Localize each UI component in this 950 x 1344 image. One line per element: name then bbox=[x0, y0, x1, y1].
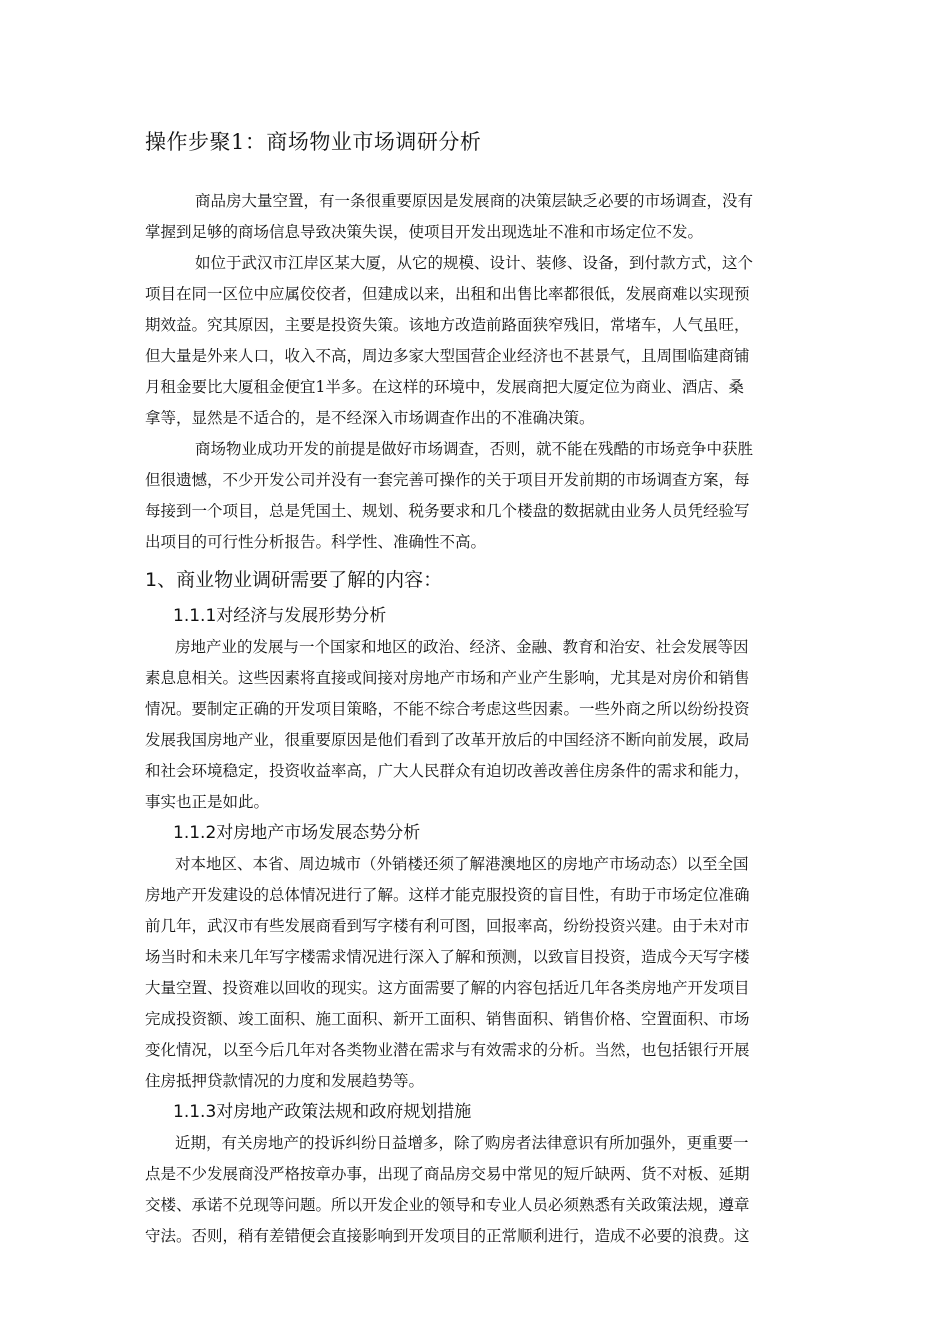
text-line: 住房抵押贷款情况的力度和发展趋势等。 bbox=[145, 1072, 425, 1090]
intro-paragraphs bbox=[145, 186, 807, 558]
page-title: 操作步聚1：商场物业市场调研分析 bbox=[145, 130, 482, 154]
text-line: 但大量是外来人口，收入不高，周边多家大型国营企业经济也不甚景气，且周围临建商铺 bbox=[145, 347, 750, 365]
subsection-1 bbox=[145, 601, 807, 1252]
text-line: 房地产业的发展与一个国家和地区的政治、经济、金融、教育和治安、社会发展等因 bbox=[175, 638, 749, 656]
text-line: 守法。否则，稍有差错便会直接影响到开发项目的正常顺利进行，造成不必要的浪费。这 bbox=[145, 1227, 750, 1245]
text-line: 期效益。究其原因，主要是投资失策。该地方改造前路面狭窄残旧，常堵车，人气虽旺， bbox=[145, 316, 750, 334]
text-line: 对本地区、本省、周边城市（外销楼还须了解港澳地区的房地产市场动态）以至全国 bbox=[175, 855, 749, 873]
text-line: 拿等，显然是不适合的，是不经深入市场调查作出的不准确决策。 bbox=[145, 409, 595, 427]
text-line: 房地产开发建设的总体情况进行了解。这样才能克服投资的盲目性，有助于市场定位准确 bbox=[145, 886, 750, 904]
text-line: 但很遗憾，不少开发公司并没有一套完善可操作的关于项目开发前期的市场调查方案，每 bbox=[145, 471, 750, 489]
text-line: 变化情况，以至今后几年对各类物业潜在需求与有效需求的分析。当然，也包括银行开展 bbox=[145, 1041, 750, 1059]
text-line: 发展我国房地产业，很重要原因是他们看到了改革开放后的中国经济不断向前发展，政局 bbox=[145, 731, 750, 749]
text-line: 前几年，武汉市有些发展商看到写字楼有利可图，回报率高，纷纷投资兴建。由于未对市 bbox=[145, 917, 750, 935]
text-line: 如位于武汉市江岸区某大厦，从它的规模、设计、装修、设备，到付款方式，这个 bbox=[195, 254, 754, 272]
text-line: 事实也正是如此。 bbox=[145, 793, 270, 811]
text-line: 场当时和未来几年写字楼需求情况进行深入了解和预测，以致盲目投资，造成今天写字楼 bbox=[145, 948, 750, 966]
text-line: 大量空置、投资难以回收的现实。这方面需要了解的内容包括近几年各类房地产开发项目 bbox=[145, 979, 750, 997]
text-line: 出项目的可行性分析报告。科学性、准确性不高。 bbox=[145, 533, 487, 551]
text-line: 掌握到足够的商场信息导致决策失误，使项目开发出现选址不准和市场定位不发。 bbox=[145, 223, 704, 241]
text-line: 商品房大量空置，有一条很重要原因是发展商的决策层缺乏必要的市场调查，没有 bbox=[195, 192, 754, 210]
text-line: 素息息相关。这些因素将直接或间接对房地产市场和产业产生影响，尤其是对房价和销售 bbox=[145, 669, 750, 687]
text-line: 商场物业成功开发的前提是做好市场调查，否则，就不能在残酷的市场竞争中获胜 bbox=[195, 440, 754, 458]
text-line: 月租金要比大厦租金便宜1半多。在这样的环境中，发展商把大厦定位为商业、酒店、桑 bbox=[145, 378, 744, 396]
subsection-heading: 1.1.2对房地产市场发展态势分析 bbox=[173, 823, 421, 843]
text-line: 完成投资额、竣工面积、施工面积、新开工面积、销售面积、销售价格、空置面积、市场 bbox=[145, 1010, 750, 1028]
text-line: 近期，有关房地产的投诉纠纷日益增多，除了购房者法律意识有所加强外，更重要一 bbox=[175, 1134, 749, 1152]
text-line: 情况。要制定正确的开发项目策略，不能不综合考虑这些因素。一些外商之所以纷纷投资 bbox=[145, 700, 750, 718]
text-line: 项目在同一区位中应属佼佼者，但建成以来，出租和出售比率都很低，发展商难以实现预 bbox=[145, 285, 750, 303]
section-heading: 1、商业物业调研需要了解的内容： bbox=[145, 569, 443, 591]
text-line: 每接到一个项目，总是凭国土、规划、税务要求和几个楼盘的数据就由业务人员凭经验写 bbox=[145, 502, 750, 520]
subsection-heading: 1.1.1对经济与发展形势分析 bbox=[173, 606, 387, 626]
text-line: 和社会环境稳定，投资收益率高，广大人民群众有迫切改善改善住房条件的需求和能力， bbox=[145, 762, 750, 780]
text-line: 交楼、承诺不兑现等问题。所以开发企业的领导和专业人员必须熟悉有关政策法规，遵章 bbox=[145, 1196, 750, 1214]
subsection-heading: 1.1.3对房地产政策法规和政府规划措施 bbox=[173, 1102, 472, 1122]
text-line: 点是不少发展商没严格按章办事，出现了商品房交易中常见的短斤缺两、货不对板、延期 bbox=[145, 1165, 750, 1183]
